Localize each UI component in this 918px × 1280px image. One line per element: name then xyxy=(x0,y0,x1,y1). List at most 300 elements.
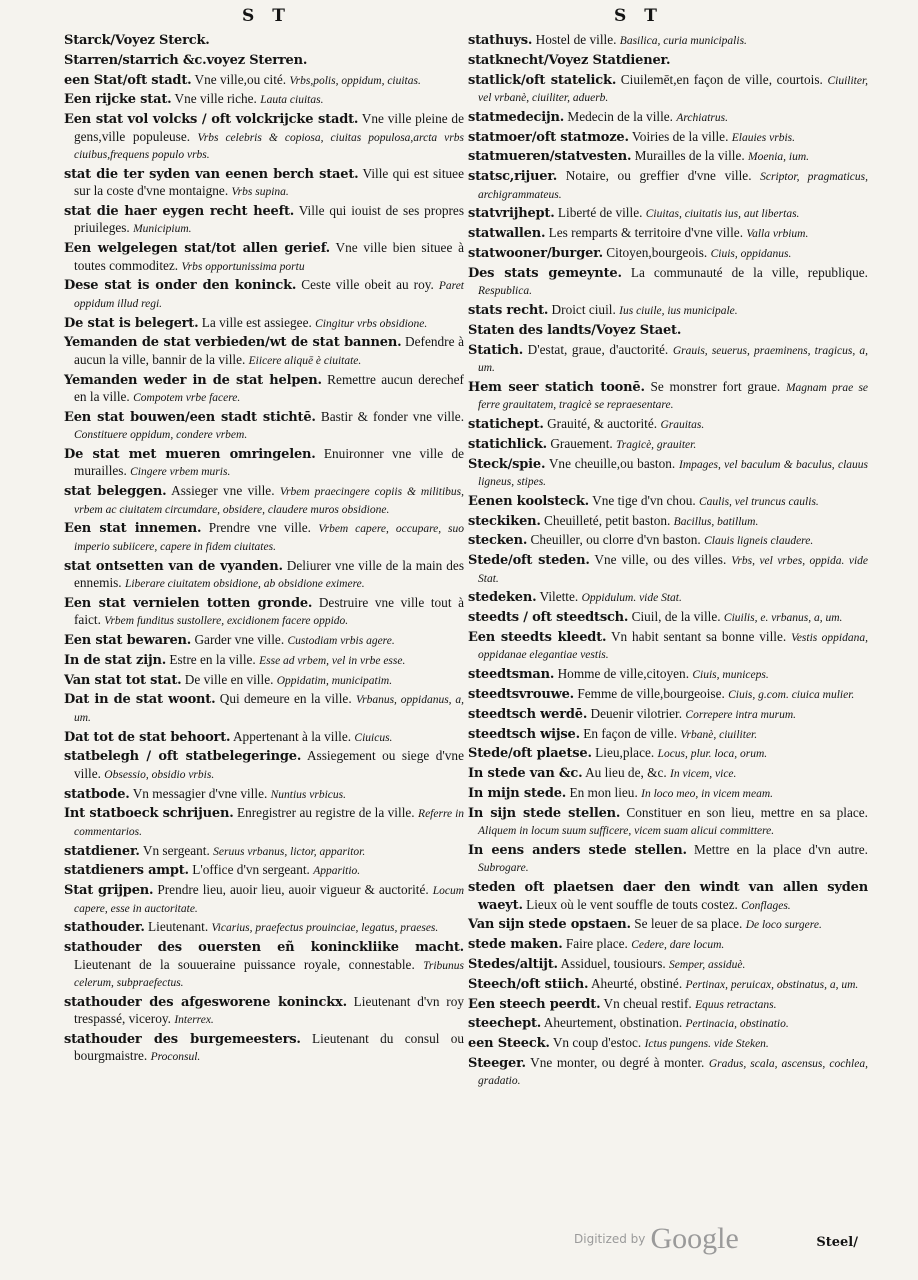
dictionary-entry xyxy=(64,520,464,555)
latin-equivalent: Grauitas. xyxy=(660,418,705,431)
headword: stat die haer eygen recht heeft. xyxy=(64,204,295,219)
headword: steckiken. xyxy=(468,513,541,529)
latin-equivalent: Vrbs supina. xyxy=(231,186,289,199)
french-definition: Estre en la ville. xyxy=(169,651,256,667)
headword: Staten des landts/Voyez Staet. xyxy=(468,322,682,338)
latin-equivalent: Ciuiliter, vel vrbanè, ciuiliter, aduerb. xyxy=(478,74,869,104)
dictionary-entry xyxy=(64,691,464,726)
dictionary-entry xyxy=(64,32,464,49)
dictionary-entry xyxy=(64,72,464,89)
dictionary-entry xyxy=(468,765,868,782)
latin-equivalent: Ciuis, oppidanus. xyxy=(710,247,792,260)
latin-equivalent: In loco meo, in vicem meam. xyxy=(641,787,773,800)
dictionary-entry xyxy=(468,589,868,606)
latin-equivalent: Vrbanè, ciuiliter. xyxy=(680,728,758,741)
dictionary-entry xyxy=(468,416,868,433)
french-definition: Vne monter, ou degré à monter. xyxy=(530,1054,705,1070)
dictionary-entry xyxy=(468,745,868,762)
headword: statwooner/burger. xyxy=(468,245,603,261)
french-definition: Se monstrer fort graue. xyxy=(650,378,781,394)
dictionary-entry xyxy=(468,629,868,664)
latin-equivalent: Constituere oppidum, condere vrbem. xyxy=(74,429,248,442)
latin-equivalent: Paret oppidum illud regi. xyxy=(74,280,464,310)
dictionary-entry xyxy=(64,919,464,936)
latin-equivalent: Oppidulum. vide Stat. xyxy=(581,592,682,605)
dictionary-entry xyxy=(468,956,868,973)
headword: steden oft plaetsen daer den windt van allen syden waeyt. xyxy=(468,880,868,913)
latin-equivalent: Ius ciuile, ius municipale. xyxy=(619,304,738,317)
headword: steedts / oft steedtsch. xyxy=(468,610,629,626)
headword: steedtsman. xyxy=(468,667,555,683)
dictionary-entry xyxy=(468,513,868,530)
french-definition: Prendre lieu, auoir lieu, auoir vigueur & auctorité. xyxy=(157,882,429,898)
headword: Statich. xyxy=(468,342,524,358)
headword: stat die ter syden van eenen berch staet. xyxy=(64,166,359,182)
french-definition: Se leuer de sa place. xyxy=(634,916,743,932)
french-definition: L'office d'vn sergeant. xyxy=(192,862,310,878)
headword: steedtsch werdē. xyxy=(468,706,588,722)
latin-equivalent: Obsessio, obsidio vrbis. xyxy=(104,768,215,781)
french-definition: Lieutenant du consul ou bourgmaistre. xyxy=(74,1031,464,1064)
dictionary-entry xyxy=(468,842,868,877)
dictionary-entry xyxy=(64,652,464,669)
latin-equivalent: Apparitio. xyxy=(313,865,361,878)
french-definition: Vne ville riche. xyxy=(174,91,257,107)
dictionary-entry xyxy=(468,205,868,222)
dictionary-entry xyxy=(64,315,464,332)
french-definition: Medecin de la ville. xyxy=(567,108,674,124)
digitized-watermark xyxy=(574,1222,739,1256)
french-definition: Mettre en la place d'vn autre. xyxy=(694,841,868,857)
headword: Een welgelegen stat/tot allen gerief. xyxy=(64,241,330,257)
dictionary-entry xyxy=(468,52,868,69)
french-definition: Ciuil, de la ville. xyxy=(631,609,721,625)
dictionary-entry xyxy=(64,446,464,481)
dictionary-entry xyxy=(64,409,464,444)
page-header-right: S T xyxy=(614,6,663,26)
dictionary-entry xyxy=(468,532,868,549)
dictionary-entry xyxy=(468,805,868,840)
headword: Dese stat is onder den koninck. xyxy=(64,278,297,294)
headword: Een rijcke stat. xyxy=(64,92,172,108)
headword: stathouder des ouersten eñ koninckliike macht. xyxy=(64,940,464,956)
headword: In de stat zijn. xyxy=(64,652,167,668)
french-definition: Ville qui iouist de ses propres priuileges. xyxy=(74,203,464,236)
dictionary-entry xyxy=(64,1031,464,1066)
latin-equivalent: Ictus pungens. vide Steken. xyxy=(644,1038,769,1051)
catchword: Steel/ xyxy=(816,1235,858,1250)
latin-equivalent: Clauis ligneis claudere. xyxy=(704,535,814,548)
french-definition: Ciuilemēt,en façon de ville, courtois. xyxy=(620,71,823,87)
latin-equivalent: Vrbs, vel vrbes, oppida. vide Stat. xyxy=(478,555,869,585)
headword: stede maken. xyxy=(468,937,563,953)
latin-equivalent: Nuntius vrbicus. xyxy=(270,788,347,801)
latin-equivalent: Ciuis, g.com. ciuica mulier. xyxy=(728,688,855,701)
latin-equivalent: Pertinax, peruicax, obstinatus, a, um. xyxy=(685,978,859,991)
headword: statwallen. xyxy=(468,226,546,242)
french-definition: Liberté de ville. xyxy=(557,205,643,221)
dictionary-entry xyxy=(64,672,464,689)
latin-equivalent: Grauis, seuerus, praeminens, tragicus, a, um. xyxy=(478,344,868,374)
french-definition: Murailles de la ville. xyxy=(634,148,745,164)
latin-equivalent: Bacillus, batillum. xyxy=(673,515,759,528)
dictionary-entry xyxy=(468,1055,868,1090)
latin-equivalent: Gradus, scala, ascensus, cochlea, gradatio. xyxy=(478,1057,868,1088)
dictionary-entry xyxy=(468,785,868,802)
french-definition: Droict ciuil. xyxy=(551,301,616,317)
french-definition: Vn habit sentant sa bonne ville. xyxy=(610,628,787,644)
french-definition: Enuironner vne ville de murailles. xyxy=(74,446,465,479)
latin-equivalent: Locus, plur. loca, orum. xyxy=(657,748,768,761)
headword: Hem seer statich toonē. xyxy=(468,379,645,395)
latin-equivalent: Tragicè, grauiter. xyxy=(616,438,697,451)
watermark-logo: Google xyxy=(650,1222,739,1255)
latin-equivalent: Lauta ciuitas. xyxy=(260,94,324,107)
headword: een Stat/oft stadt. xyxy=(64,72,192,88)
headword: steedtsvrouwe. xyxy=(468,686,574,702)
headword: stathuys. xyxy=(468,33,533,48)
latin-equivalent: Basilica, curia municipalis. xyxy=(619,35,747,47)
latin-equivalent: Moenia, ium. xyxy=(748,151,810,164)
headword: Steeger. xyxy=(468,1055,526,1071)
latin-equivalent: Aliquem in locum suum sufficere, vicem suam alicui committere. xyxy=(478,825,775,838)
latin-equivalent: Locum capere, esse in auctoritate. xyxy=(74,885,465,915)
latin-equivalent: Respublica. xyxy=(478,285,532,298)
french-definition: Les remparts & territoire d'vne ville. xyxy=(548,225,744,241)
latin-equivalent: De loco surgere. xyxy=(745,919,822,932)
french-definition: Vilette. xyxy=(539,589,579,605)
latin-equivalent: Conflages. xyxy=(741,899,791,912)
french-definition: En mon lieu. xyxy=(569,784,638,800)
dictionary-entry xyxy=(64,786,464,803)
dictionary-entry xyxy=(468,726,868,743)
dictionary-entry xyxy=(64,166,464,201)
headword: statbode. xyxy=(64,786,130,802)
dictionary-entry xyxy=(468,976,868,993)
french-definition: Lieux où le vent souffle de touts costez. xyxy=(526,896,738,912)
headword: statsc,rijuer. xyxy=(468,169,558,185)
dictionary-entry xyxy=(468,1035,868,1052)
headword: In stede van &c. xyxy=(468,766,583,782)
headword: stathouder des burgemeesters. xyxy=(64,1032,301,1048)
dictionary-entry xyxy=(468,706,868,723)
french-definition: Cheuiller, ou clorre d'vn baston. xyxy=(530,532,701,548)
headword: De stat is belegert. xyxy=(64,315,199,331)
latin-equivalent: Vrbem funditus sustollere, excidionem facere oppido. xyxy=(104,615,349,628)
latin-equivalent: Vrbs opportunissima portu xyxy=(181,260,305,273)
headword: Dat in de stat woont. xyxy=(64,692,216,708)
headword: In eens anders stede stellen. xyxy=(468,842,687,858)
latin-equivalent: Equus retractans. xyxy=(695,998,777,1011)
latin-equivalent: Eiicere aliquē è ciuitate. xyxy=(248,354,362,367)
headword: Een stat vernielen totten gronde. xyxy=(64,595,313,611)
dictionary-entry xyxy=(64,203,464,238)
dictionary-entry xyxy=(468,879,868,914)
latin-equivalent: Vrbanus, oppidanus, a, um. xyxy=(74,694,465,724)
dictionary-entry xyxy=(64,595,464,630)
headword: De stat met mueren omringelen. xyxy=(64,447,316,463)
french-definition: Prendre vne ville. xyxy=(208,520,312,536)
headword: Een stat innemen. xyxy=(64,521,202,537)
latin-equivalent: Vestis oppidana, oppidanae elegantiae vestis. xyxy=(478,631,868,662)
latin-equivalent: Oppidatim, municipatim. xyxy=(276,674,393,687)
page-header-left: S T xyxy=(242,6,291,26)
headword: In sijn stede stellen. xyxy=(468,805,621,821)
latin-equivalent: Ciuicus. xyxy=(354,731,393,744)
latin-equivalent: Ciuitas, ciuitatis ius, aut libertas. xyxy=(645,208,800,221)
headword: statlick/oft statelick. xyxy=(468,72,617,88)
headword: Stat grijpen. xyxy=(64,883,154,899)
french-definition: Remettre aucun derechef en la ville. xyxy=(74,371,464,405)
headword: statvrijhept. xyxy=(468,206,555,222)
headword: statmueren/statvesten. xyxy=(468,149,632,165)
french-definition: Lieutenant de la souueraine puissance royale, connestable. xyxy=(74,956,415,972)
french-definition: Vn coup d'estoc. xyxy=(552,1035,642,1051)
latin-equivalent: Vrbem capere, occupare, suo imperio subiicere, capere in fidem ciuitates. xyxy=(74,523,465,553)
french-definition: Femme de ville,bourgeoise. xyxy=(577,685,725,701)
french-definition: Ceste ville obeit au roy. xyxy=(301,277,434,293)
latin-equivalent: In vicem, vice. xyxy=(670,768,737,781)
headword: statbelegh / oft statbelegeringe. xyxy=(64,749,302,765)
french-definition: Faire place. xyxy=(565,936,628,952)
dictionary-entry xyxy=(468,302,868,319)
dictionary-entry xyxy=(468,379,868,414)
french-definition: Lieutenant d'vn roy trespassé, viceroy. xyxy=(74,993,465,1027)
dictionary-entry xyxy=(468,916,868,933)
dictionary-entry xyxy=(64,372,464,407)
watermark-prefix: Digitized by xyxy=(574,1232,646,1246)
dictionary-entry xyxy=(468,666,868,683)
latin-equivalent: Esse ad vrbem, vel in vrbe esse. xyxy=(259,654,406,667)
french-definition: Deuenir vilotrier. xyxy=(590,705,683,721)
headword: statdiener. xyxy=(64,843,140,859)
dictionary-entry xyxy=(468,225,868,242)
headword: Van sijn stede opstaen. xyxy=(468,917,631,933)
dictionary-entry xyxy=(468,245,868,262)
french-definition: Grauité, & auctorité. xyxy=(547,415,658,431)
dictionary-entry xyxy=(64,994,464,1029)
headword: een Steeck. xyxy=(468,1036,550,1052)
latin-equivalent: Magnam prae se ferre grauitatem, tragicè se repraesentare. xyxy=(478,381,869,412)
dictionary-entry xyxy=(468,552,868,587)
french-definition: Enregistrer au registre de la ville. xyxy=(236,805,415,821)
french-definition: Destruire vne ville tout à faict. xyxy=(74,594,464,628)
headword: stathouder des afgesworene koninckx. xyxy=(64,994,347,1010)
dictionary-entry xyxy=(468,72,868,107)
french-definition: Aheurté, obstiné. xyxy=(590,975,683,991)
headword: Van stat tot stat. xyxy=(64,672,182,688)
french-definition: En façon de ville. xyxy=(583,725,678,741)
french-definition: Qui demeure en la ville. xyxy=(219,691,352,707)
french-definition: Deliurer vne ville de la main des ennemis. xyxy=(74,557,464,591)
dictionary-entry xyxy=(468,109,868,126)
latin-equivalent: Archiatrus. xyxy=(676,111,728,124)
dictionary-entry xyxy=(64,240,464,275)
headword: statmoer/oft statmoze. xyxy=(468,129,629,145)
french-definition: Constituer en son lieu, mettre en sa place. xyxy=(626,804,868,820)
dictionary-entry xyxy=(64,805,464,840)
french-definition: Ville qui est situee sur la coste d'vne montaigne. xyxy=(74,165,464,199)
dictionary-entry xyxy=(64,843,464,860)
latin-equivalent: Tribunus celerum, subpraefectus. xyxy=(74,959,465,990)
headword: Een steech peerdt. xyxy=(468,996,601,1012)
latin-equivalent: Seruus vrbanus, lictor, apparitor. xyxy=(213,845,366,858)
dictionary-entry xyxy=(468,342,868,377)
dictionary-entry xyxy=(468,265,868,300)
headword: statichlick. xyxy=(468,436,547,452)
dictionary-entry xyxy=(468,1015,868,1032)
french-definition: La communauté de la ville, republique. xyxy=(630,264,868,280)
latin-equivalent: Proconsul. xyxy=(150,1051,201,1064)
french-definition: Assiegement ou siege d'vne ville. xyxy=(74,748,464,781)
left-column xyxy=(64,32,464,1068)
latin-equivalent: Impages, vel baculum & baculus, clauus ligneus, stipes. xyxy=(478,458,869,488)
latin-equivalent: Municipium. xyxy=(133,223,192,236)
headword: Dat tot de stat behoort. xyxy=(64,729,231,745)
headword: Yemanden de stat verbieden/wt de stat bannen. xyxy=(64,335,402,351)
headword: Steech/oft stiich. xyxy=(468,976,589,992)
dictionary-entry xyxy=(64,91,464,108)
french-definition: D'estat, graue, d'auctorité. xyxy=(527,341,669,357)
french-definition: Vne ville,ou cité. xyxy=(194,71,287,87)
headword: Steck/spie. xyxy=(468,456,546,472)
dictionary-entry xyxy=(468,32,868,49)
french-definition: De ville en ville. xyxy=(184,671,274,687)
headword: stedeken. xyxy=(468,590,537,606)
headword: Eenen koolsteck. xyxy=(468,493,590,509)
latin-equivalent: Valla vrbium. xyxy=(746,228,809,241)
dictionary-entry xyxy=(64,334,464,369)
latin-equivalent: Scriptor, pragmaticus, archigrammateus. xyxy=(478,171,868,201)
headword: Stede/oft plaetse. xyxy=(468,746,592,762)
headword: stat beleggen. xyxy=(64,484,167,500)
french-definition: Garder vne ville. xyxy=(194,632,285,648)
headword: Starck/Voyez Sterck. xyxy=(64,33,210,48)
french-definition: Lieu,place. xyxy=(595,745,655,761)
headword: In mijn stede. xyxy=(468,785,567,801)
french-definition: Vn cheual restif. xyxy=(603,995,692,1011)
latin-equivalent: Correpere intra murum. xyxy=(685,708,797,721)
headword: statmedecijn. xyxy=(468,109,565,125)
dictionary-entry xyxy=(468,129,868,146)
french-definition: Grauement. xyxy=(550,435,613,451)
french-definition: Homme de ville,citoyen. xyxy=(557,666,690,682)
dictionary-entry xyxy=(64,111,464,163)
dictionary-entry xyxy=(64,483,464,518)
french-definition: Vne tige d'vn chou. xyxy=(592,492,696,508)
dictionary-entry xyxy=(64,277,464,312)
dictionary-entry xyxy=(64,52,464,69)
latin-equivalent: Vrbem praecingere copiis & militibus, vrbem ac ciuitatem circumdare, obsidere, claudere muros obsidione. xyxy=(74,486,464,516)
french-definition: Vne ville, ou des villes. xyxy=(594,552,727,568)
dictionary-entry xyxy=(64,748,464,783)
latin-equivalent: Cingitur vrbs obsidione. xyxy=(315,317,428,330)
french-definition: Vne ville pleine de gens,ville populeuse. xyxy=(74,111,464,144)
headword: Een stat bouwen/een stadt stichtē. xyxy=(64,409,316,425)
french-definition: Citoyen,bourgeois. xyxy=(606,244,708,260)
headword: Starren/starrich &c.voyez Sterren. xyxy=(64,52,308,68)
dictionary-entry xyxy=(64,882,464,917)
latin-equivalent: Custodiam vrbis agere. xyxy=(287,635,395,648)
headword: Een stat vol volcks / oft volckrijcke stadt. xyxy=(64,112,359,128)
headword: stats recht. xyxy=(468,302,549,318)
headword: statichept. xyxy=(468,416,544,432)
french-definition: Assiduel, tousiours. xyxy=(560,955,666,971)
dictionary-entry xyxy=(468,493,868,510)
latin-equivalent: Vicarius, praefectus prouinciae, legatus, praeses. xyxy=(211,922,439,935)
dictionary-entry xyxy=(468,436,868,453)
dictionary-entry xyxy=(468,148,868,165)
dictionary-entry xyxy=(468,456,868,491)
latin-equivalent: Subrogare. xyxy=(478,862,529,875)
headword: Stede/oft steden. xyxy=(468,553,590,569)
french-definition: La ville est assiegee. xyxy=(201,314,312,330)
headword: statknecht/Voyez Statdiener. xyxy=(468,52,671,68)
dictionary-entry xyxy=(64,729,464,746)
french-definition: Lieutenant. xyxy=(148,919,209,935)
dictionary-entry xyxy=(64,862,464,879)
dictionary-entry xyxy=(64,632,464,649)
dictionary-entry xyxy=(468,322,868,339)
headword: stat ontsetten van de vyanden. xyxy=(64,558,283,574)
french-definition: Aheurtement, obstination. xyxy=(543,1015,683,1031)
dictionary-entry xyxy=(468,996,868,1013)
french-definition: Voiries de la ville. xyxy=(631,128,729,144)
latin-equivalent: Pertinacia, obstinatio. xyxy=(685,1018,789,1031)
headword: Stedes/altijt. xyxy=(468,956,558,972)
headword: Int statboeck schrijuen. xyxy=(64,806,234,822)
headword: Des stats gemeynte. xyxy=(468,265,622,281)
latin-equivalent: Cingere vrbem muris. xyxy=(130,466,231,479)
dictionary-entry xyxy=(64,558,464,593)
headword: steedtsch wijse. xyxy=(468,726,580,742)
dictionary-entry xyxy=(468,609,868,626)
latin-equivalent: Ciuis, municeps. xyxy=(692,669,769,682)
headword: stathouder. xyxy=(64,920,145,936)
latin-equivalent: Caulis, vel truncus caulis. xyxy=(699,495,819,508)
french-definition: Hostel de ville. xyxy=(535,32,617,47)
headword: Een stat bewaren. xyxy=(64,633,192,649)
french-definition: Defendre à aucun la ville, bannir de la ville. xyxy=(74,334,465,367)
french-definition: Vn sergeant. xyxy=(142,842,210,858)
french-definition: Appertenant à la ville. xyxy=(232,728,352,744)
headword: steechept. xyxy=(468,1016,542,1032)
headword: statdieners ampt. xyxy=(64,863,189,879)
latin-equivalent: Elauies vrbis. xyxy=(731,131,795,144)
headword: Een steedts kleedt. xyxy=(468,629,607,645)
latin-equivalent: Referre in commentarios. xyxy=(74,808,465,838)
latin-equivalent: Vrbs,polis, oppidum, ciuitas. xyxy=(289,74,421,87)
french-definition: Au lieu de, &c. xyxy=(585,765,667,781)
latin-equivalent: Interrex. xyxy=(174,1014,214,1027)
latin-equivalent: Ciuilis, e. vrbanus, a, um. xyxy=(723,612,843,625)
latin-equivalent: Liberare ciuitatem obsidione, ab obsidione eximere. xyxy=(124,578,365,591)
french-definition: Vne cheuille,ou baston. xyxy=(548,455,676,471)
french-definition: Cheuilleté, petit baston. xyxy=(544,512,671,528)
headword: Yemanden weder in de stat helpen. xyxy=(64,372,322,388)
dictionary-entry xyxy=(64,939,464,991)
right-column xyxy=(468,32,868,1092)
dictionary-entry xyxy=(468,936,868,953)
headword: stecken. xyxy=(468,533,528,549)
dictionary-entry xyxy=(468,168,868,203)
dictionary-entry xyxy=(468,686,868,703)
french-definition: Bastir & fonder vne ville. xyxy=(320,408,465,424)
french-definition: Vne ville bien situee à toutes commoditez. xyxy=(74,240,464,273)
latin-equivalent: Semper, assiduè. xyxy=(669,958,746,971)
latin-equivalent: Cedere, dare locum. xyxy=(631,939,725,952)
latin-equivalent: Vrbs celebris & copiosa, ciuitas populosa,arcta vrbs ciuibus,frequens populo vrbs. xyxy=(74,131,464,161)
